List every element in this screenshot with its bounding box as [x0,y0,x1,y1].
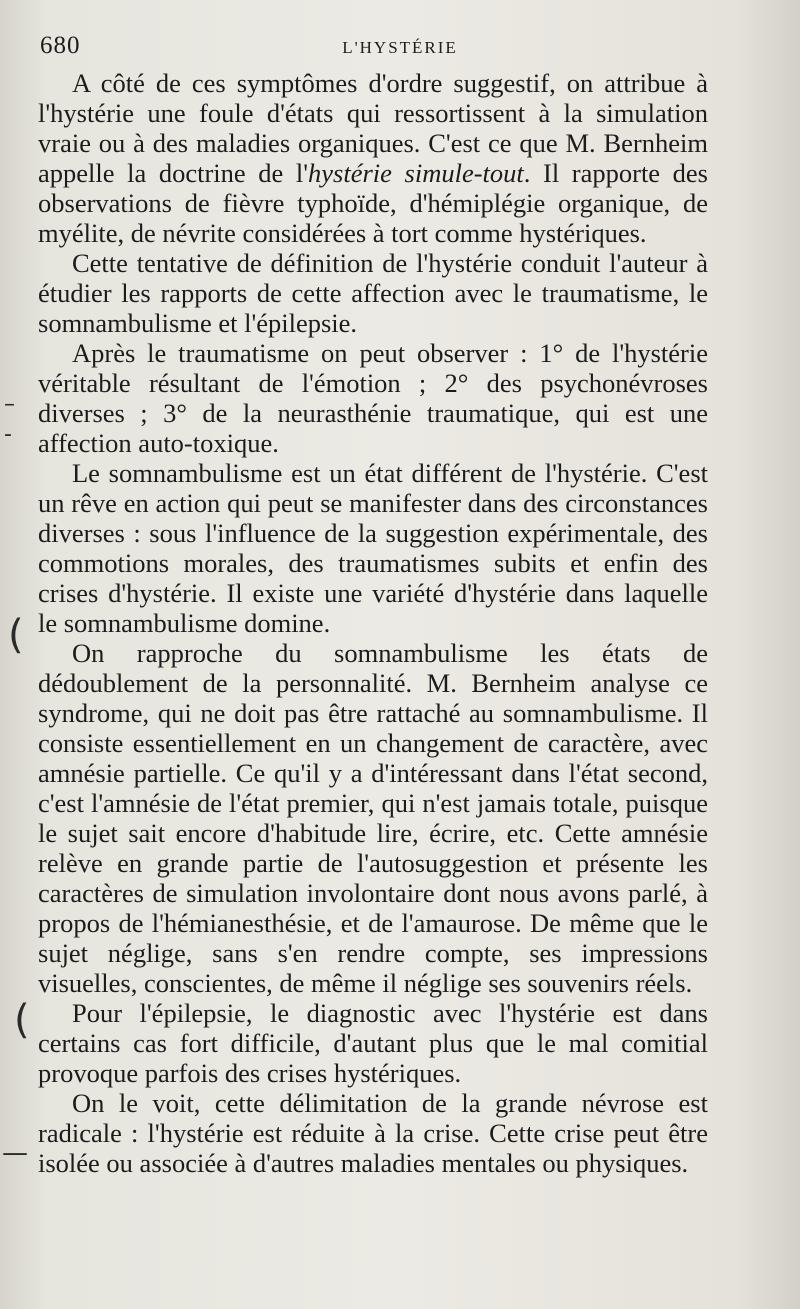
paragraph [38,998,708,1088]
paragraph [38,248,708,338]
paragraph [38,68,708,248]
text-segment: On rapproche du somnambulisme les états de dédoublement de la personnalité. M. Bernheim analyse ce syndrome, qui ne doit pas être rattaché au somnambulisme. Il consiste essentiellement en un changement de caractère, avec amnésie partielle. Ce qu'il y a d'intéressant dans l'état second, c'est l'amnésie de l'état premier, qui n'est jamais totale, puisque le sujet sait encore d'habitude lire, écrire, etc. Cette amnésie relève en grande partie de l'autosuggestion et présente les caractères de simulation involontaire dont nous avons parlé, à propos de l'hémianesthésie, et de l'amaurose. De même que le sujet néglige, sans s'en rendre compte, ses impressions visuelles, conscientes, de même il néglige ses souvenirs réels. [38,638,708,998]
margin-dash-mark: – [4,392,15,417]
text-segment: A côté de ces symptômes d'ordre suggestif, on attribue à l'hystérie une foule d'états qui ressortissent à la simulation vraie ou à des maladies organiques. C'est ce que M. Bernheim appelle la doctrine de l' [38,68,708,188]
body-text [38,68,708,1178]
margin-dash-mark: — [2,1138,28,1168]
text-segment: On le voit, cette délimitation de la grande névrose est radicale : l'hystérie est réduite à la crise. Cette crise peut être isolée ou associée à d'autres maladies mentales ou physiques. [38,1088,708,1178]
running-head: L'HYSTÉRIE [342,38,458,57]
paragraph [38,1088,708,1178]
paragraph [38,638,708,998]
text-segment: Le somnambulisme est un état différent de l'hystérie. C'est un rêve en action qui peut se manifester dans des circonstances diverses : sous l'influence de la suggestion expérimentale, des commotions morales, des traumatismes subits et enfin des crises d'hystérie. Il existe une variété d'hystérie dans laquelle le somnambulisme domine. [38,458,708,638]
text-segment: . Il rapporte des observations de fièvre typhoïde, d'hémiplégie organique, de myélite, de névrite considérées à tort comme hystériques. [38,158,708,248]
margin-bracket-mark: ( [14,997,30,1043]
page-number: 680 [40,32,81,59]
margin-bracket-mark: ( [8,612,24,658]
paragraph [38,338,708,458]
page-header [40,32,760,62]
text-segment: Cette tentative de définition de l'hystérie conduit l'auteur à étudier les rapports de cette affection avec le traumatisme, le somnambulisme et l'épilepsie. [38,248,708,338]
text-segment: Pour l'épilepsie, le diagnostic avec l'hystérie est dans certains cas fort difficile, d'autant plus que le mal comitial provoque parfois des crises hystériques. [38,998,708,1088]
text-segment: Après le traumatisme on peut observer : 1° de l'hystérie véritable résultant de l'émotion ; 2° des psychonévroses diverses ; 3° de la neurasthénie traumatique, qui est une affection auto-toxique. [38,338,708,458]
paragraph [38,458,708,638]
italic-phrase: hystérie simule-tout [308,158,524,188]
margin-dash-mark: - [4,422,12,447]
